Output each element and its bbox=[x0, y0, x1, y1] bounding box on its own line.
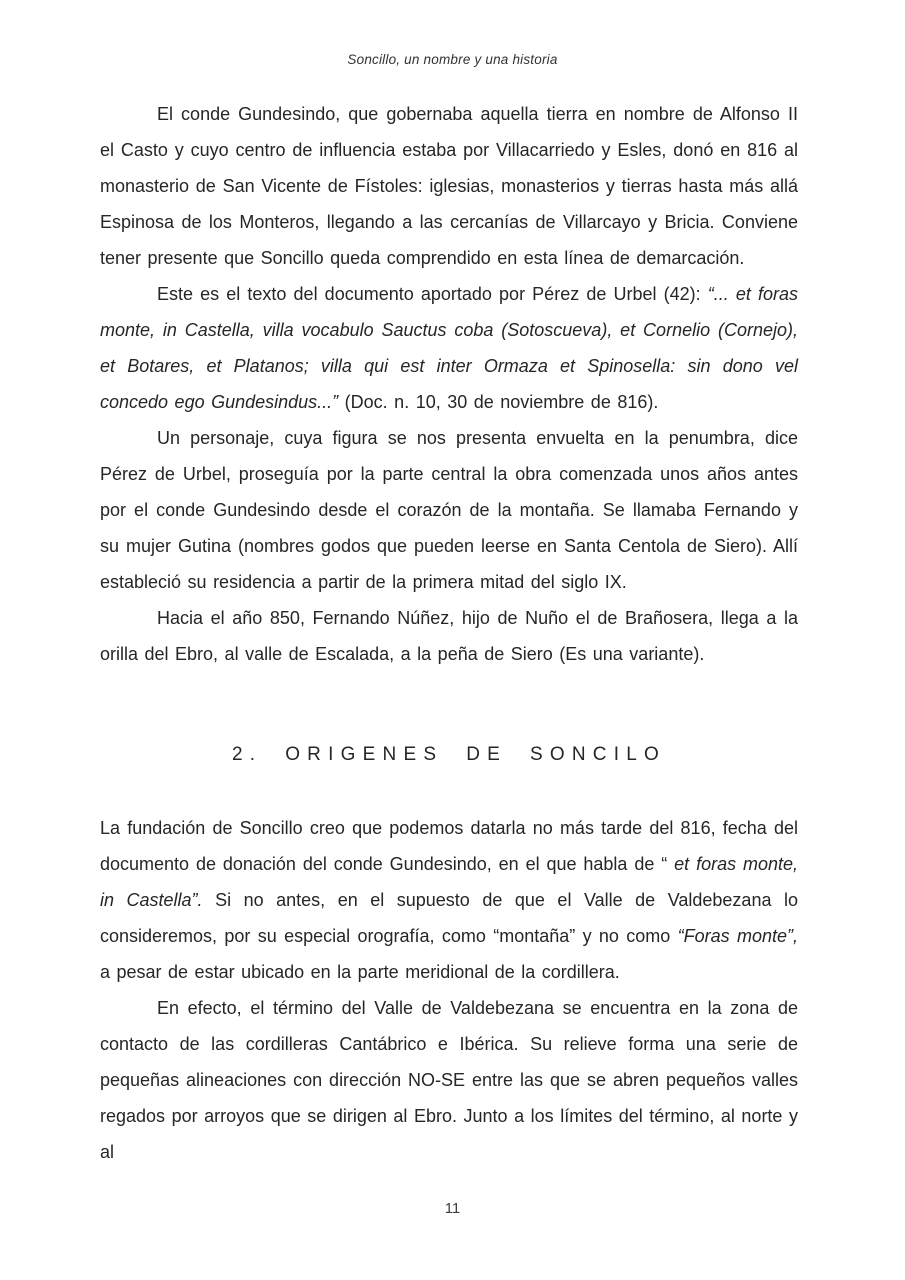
paragraph bbox=[100, 420, 798, 600]
text-run: El conde Gundesindo, que gobernaba aquella tierra en nombre de Alfonso II el Casto y cuyo centro de influencia estaba por Villacarriedo y Esles, donó en 816 al monasterio de San Vicente de Fístoles: iglesias, monasterios y tierras hasta más allá Espinosa de los Monteros, llegando a las cercanías de Villarcayo y Bricia. Conviene tener presente que Soncillo queda comprendido en esta línea de demarcación. bbox=[100, 104, 798, 268]
paragraph bbox=[100, 600, 798, 672]
italic-run: et foras monte, in Castella”. bbox=[100, 854, 799, 910]
paragraph bbox=[100, 96, 798, 276]
text-block bbox=[100, 96, 798, 1170]
text-run: Si no antes, en el supuesto de que el Valle de Valdebezana lo consideremos, por su especial orografía, como “montaña” y no como bbox=[100, 890, 798, 946]
italic-run: “Foras monte”, bbox=[677, 926, 799, 946]
text-run: Este es el texto del documento aportado por Pérez de Urbel (42): bbox=[157, 284, 708, 304]
paragraph bbox=[100, 990, 798, 1170]
text-run: La fundación de Soncillo creo que podemos datarla no más tarde del 816, fecha del documento de donación del conde Gundesindo, en el que habla de “ bbox=[100, 818, 798, 874]
italic-run: “... et foras monte, in Castella, villa vocabulo Sauctus coba (Sotoscueva), et Cornelio (Cornejo), et Botares, et Platanos; villa qui est inter Ormaza et Spinosella: sin dono vel concedo ego Gundesindus...” bbox=[100, 284, 799, 412]
section-heading: 2. ORIGENES DE SONCILO bbox=[231, 744, 667, 765]
page-number: 11 bbox=[444, 1200, 461, 1217]
text-run: a pesar de estar ubicado en la parte meridional de la cordillera. bbox=[100, 962, 620, 982]
paragraph bbox=[100, 810, 798, 990]
text-run: Un personaje, cuya figura se nos presenta envuelta en la penumbra, dice Pérez de Urbel, proseguía por la parte central la obra comenzada unos años antes por el conde Gundesindo desde el corazón de la montaña. Se llamaba Fernando y su mujer Gutina (nombres godos que pueden leerse en Santa Centola de Siero). Allí estableció su residencia a partir de la primera mitad del siglo IX. bbox=[100, 428, 798, 592]
text-run: Hacia el año 850, Fernando Núñez, hijo de Nuño el de Brañosera, llega a la orilla del Ebro, al valle de Escalada, a la peña de Siero (Es una variante). bbox=[100, 608, 798, 664]
text-run: (Doc. n. 10, 30 de noviembre de 816). bbox=[338, 392, 659, 412]
paragraph bbox=[100, 276, 798, 420]
text-run: En efecto, el término del Valle de Valdebezana se encuentra en la zona de contacto de las cordilleras Cantábrico e Ibérica. Su relieve forma una serie de pequeñas alineaciones con dirección NO-SE entre las que se abren pequeños valles regados por arroyos que se dirigen al Ebro. Junto a los límites del término, al norte y al bbox=[100, 998, 798, 1162]
running-header: Soncillo, un nombre y una historia bbox=[347, 52, 558, 67]
